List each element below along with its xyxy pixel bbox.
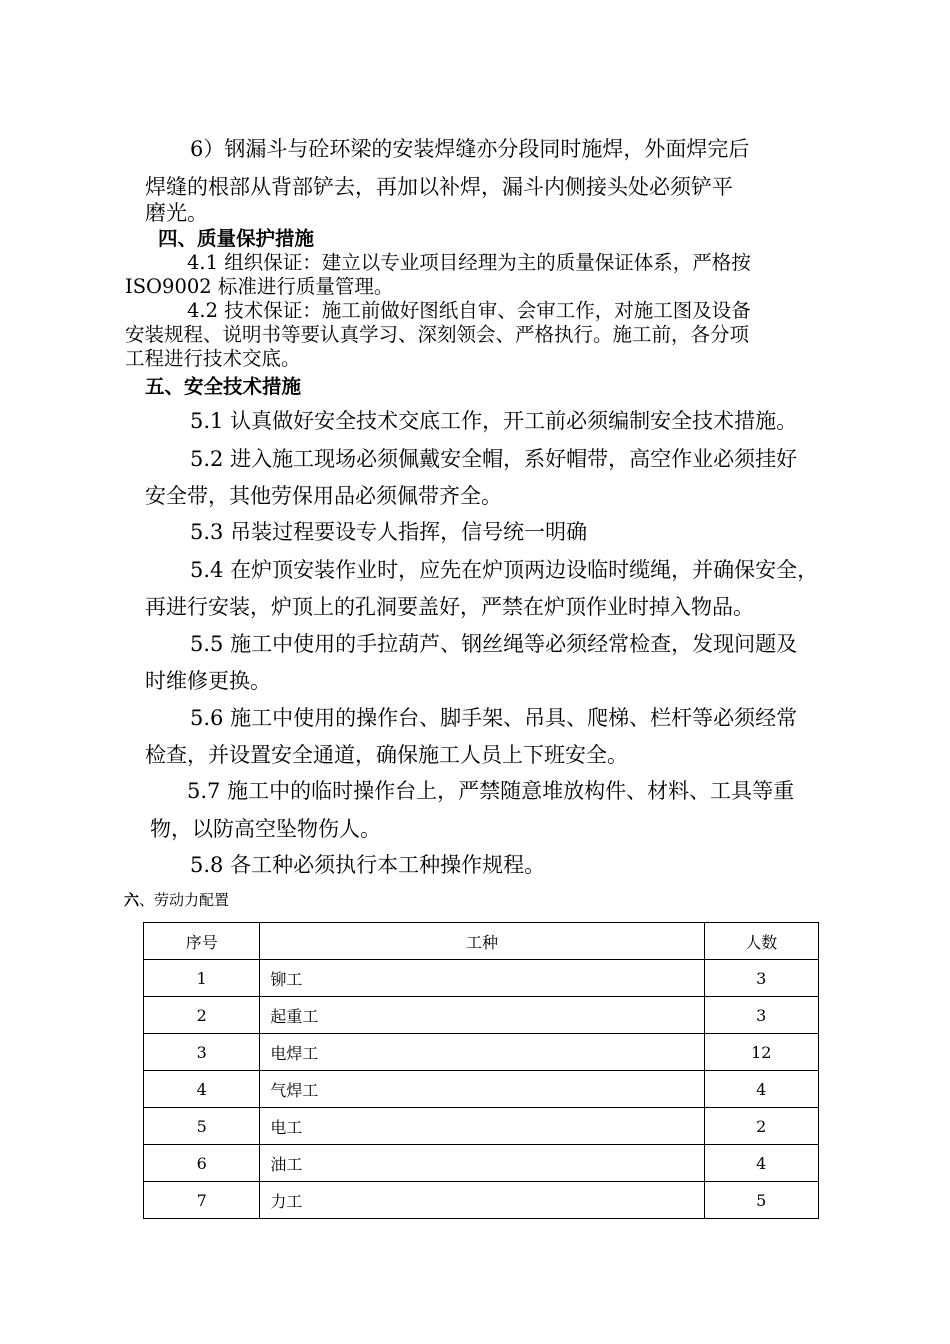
cell-number: 6 [144,1145,260,1182]
cell-number: 1 [144,960,260,997]
cell-headcount: 3 [704,960,819,997]
cell-headcount: 5 [704,1182,819,1219]
paragraph-5-5-line-1: 5.5 施工中使用的手拉葫芦、钢丝绳等必须经常检查，发现问题及 [190,632,798,656]
cell-number: 4 [144,1071,260,1108]
paragraph-5-7-line-1: 5.7 施工中的临时操作台上，严禁随意堆放构件、材料、工具等重 [187,779,795,803]
column-header-headcount: 人数 [704,923,819,960]
cell-number: 3 [144,1034,260,1071]
paragraph-5-8: 5.8 各工种必须执行本工种操作规程。 [190,853,546,877]
paragraph-5-6-line-2: 检查，并设置安全通道，确保施工人员上下班安全。 [145,743,628,767]
paragraph-6-line-2: 焊缝的根部从背部铲去，再加以补焊，漏斗内侧接头处必须铲平 [145,175,733,199]
heading-section-4: 四、质量保护措施 [158,227,315,250]
paragraph-6-line-1: 6）钢漏斗与砼环梁的安装焊缝亦分段同时施焊，外面焊完后 [190,137,750,161]
cell-trade: 电工 [260,1108,704,1145]
column-header-trade: 工种 [260,923,704,960]
paragraph-5-4-line-1: 5.4 在炉顶安装作业时，应先在炉顶两边设临时缆绳，并确保安全， [190,558,819,582]
paragraph-6-line-3: 磨光。 [145,201,208,225]
section-6-title: 、劳动力配置 [139,891,230,909]
paragraph-5-5-line-2: 时维修更换。 [145,669,271,693]
table-row [144,1071,819,1108]
table-row [144,960,819,997]
cell-trade: 力工 [260,1182,704,1219]
cell-trade: 气焊工 [260,1071,704,1108]
heading-section-5: 五、安全技术措施 [145,375,302,398]
table-row [144,1108,819,1145]
cell-headcount: 4 [704,1145,819,1182]
paragraph-4-2-line-2: 安装规程、说明书等要认真学习、深刻领会、严格执行。施工前，各分项 [125,323,750,346]
column-header-number: 序号 [144,923,260,960]
table-row [144,1182,819,1219]
paragraph-5-6-line-1: 5.6 施工中使用的操作台、脚手架、吊具、爬梯、栏杆等必须经常 [190,706,798,730]
paragraph-4-1-line-2: ISO9002 标准进行质量管理。 [125,275,394,298]
paragraph-5-4-line-2: 再进行安装，炉顶上的孔洞要盖好，严禁在炉顶作业时掉入物品。 [145,595,754,619]
table-row [144,1145,819,1182]
cell-headcount: 3 [704,997,819,1034]
table-header-row [144,923,819,960]
paragraph-4-1-line-1: 4.1 组织保证：建立以专业项目经理为主的质量保证体系，严格按 [187,251,751,274]
table-row [144,997,819,1034]
paragraph-5-3: 5.3 吊装过程要设专人指挥，信号统一明确 [190,520,588,544]
paragraph-5-1: 5.1 认真做好安全技术交底工作，开工前必须编制安全技术措施。 [190,409,798,433]
paragraph-5-2-line-2: 安全带，其他劳保用品必须佩带齐全。 [145,484,502,508]
cell-number: 7 [144,1182,260,1219]
cell-number: 2 [144,997,260,1034]
cell-headcount: 2 [704,1108,819,1145]
table-row [144,1034,819,1071]
paragraph-5-2-line-1: 5.2 进入施工现场必须佩戴安全帽，系好帽带，高空作业必须挂好 [190,447,798,471]
cell-number: 5 [144,1108,260,1145]
paragraph-5-7-line-2: 物，以防高空坠物伤人。 [150,817,381,841]
paragraph-4-2-line-1: 4.2 技术保证：施工前做好图纸自审、会审工作，对施工图及设备 [187,299,751,322]
cell-headcount: 12 [704,1034,819,1071]
cell-trade: 油工 [260,1145,704,1182]
labor-allocation-table [143,922,819,1219]
section-6-number: 六 [124,891,140,909]
cell-trade: 铆工 [260,960,704,997]
cell-headcount: 4 [704,1071,819,1108]
paragraph-4-2-line-3: 工程进行技术交底。 [125,347,301,370]
heading-section-6 [124,890,229,910]
cell-trade: 电焊工 [260,1034,704,1071]
cell-trade: 起重工 [260,997,704,1034]
